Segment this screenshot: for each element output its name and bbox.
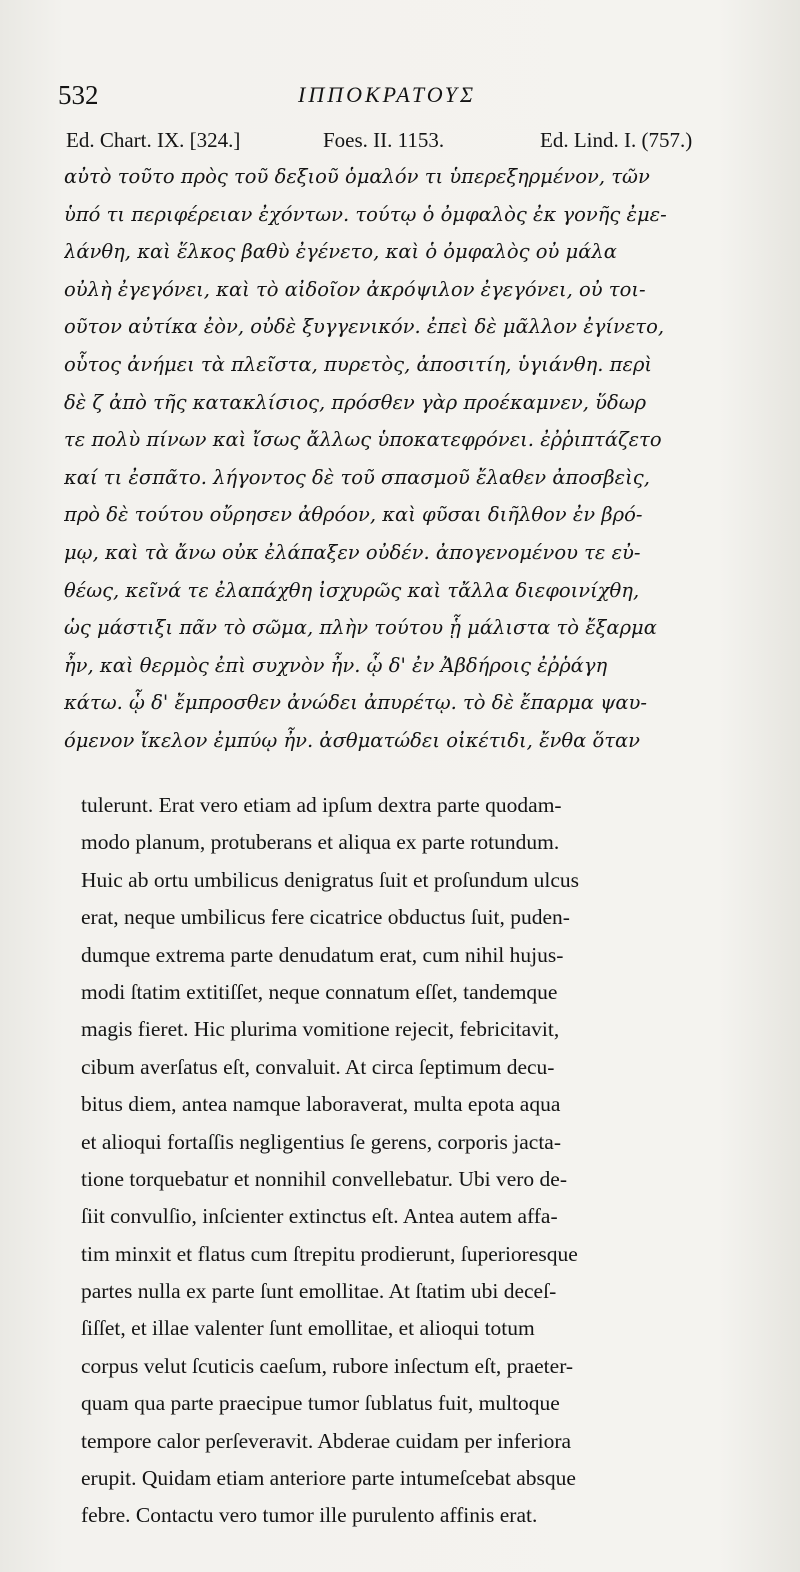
latin-text-line: ſiſſet, et illae valenter ſunt emollitae, et alioqui totum <box>81 1316 535 1341</box>
edition-references <box>66 128 772 156</box>
greek-text-line: καί τι ἐσπᾶτο. λήγοντος δὲ τοῦ σπασμοῦ ἔλαθεν ἀποσβεὶς, <box>64 465 650 489</box>
greek-text-line: αὐτὸ τοῦτο πρὸς τοῦ δεξιοῦ ὁμαλόν τι ὑπερεξηρμένον, τῶν <box>64 165 650 188</box>
latin-text-line: tione torquebatur et nonnihil convellebatur. Ubi vero de- <box>81 1166 567 1191</box>
greek-text-line: δὲ ζ ἀπὸ τῆς κατακλίσιος, πρόσθεν γὰρ προέκαμνεν, ὕδωρ <box>64 390 647 414</box>
latin-text-line: Huic ab ortu umbilicus denigratus ſuit et proſundum ulcus <box>81 867 580 892</box>
page-header <box>58 80 758 120</box>
latin-text-line: tempore calor perſeveravit. Abderae cuidam per inferiora <box>81 1428 572 1453</box>
latin-text-line: tulerunt. Erat vero etiam ad ipſum dextra parte quodam- <box>81 793 562 817</box>
greek-text-line: οῦτον αὐτίκα ἐὸν, οὐδὲ ξυγγενικόν. ἐπεὶ δὲ μᾶλλον ἐγίνετο, <box>64 315 665 339</box>
greek-text-line: οὐλὴ ἐγεγόνει, καὶ τὸ αἰδοῖον ἀκρόψιλον ἐγεγόνει, οὐ τοι- <box>64 277 646 301</box>
greek-text-line: ὡς μάστιξι πᾶν τὸ σῶμα, πλὴν τούτου ᾗ μάλιστα τὸ ἔξαρμα <box>64 616 657 640</box>
latin-text-line: erupit. Quidam etiam anteriore parte intumeſcebat absque <box>81 1466 576 1491</box>
latin-text-line: dumque extrema parte denudatum erat, cum nihil hujus- <box>81 942 564 967</box>
greek-text-line: ἦν, καὶ θερμὸς ἐπὶ συχνὸν ἦν. ᾧ δ' ἐν Ἀβδήροις ἐῤῥάγη <box>64 653 608 677</box>
latin-text-line: et alioqui fortaſſis negligentius ſe gerens, corporis jacta- <box>81 1129 562 1154</box>
greek-text-line: κάτω. ᾧ δ' ἔμπροσθεν ἀνώδει ἀπυρέτῳ. τὸ δὲ ἔπαρμα ψαυ- <box>64 691 647 715</box>
greek-text-line: πρὸ δὲ τούτου οὔρησεν ἀθρόον, καὶ φῦσαι διῆλθον ἐν βρό- <box>64 503 643 527</box>
latin-text-line: bitus diem, antea namque laboraverat, multa epota aqua <box>81 1092 561 1117</box>
chartier-reference: Ed. Chart. IX. [324.] <box>66 128 241 152</box>
greek-text-line: λάνθη, καὶ ἕλκος βαθὺ ἐγένετο, καὶ ὁ ὀμφαλὸς οὐ μάλα <box>64 240 617 264</box>
foes-reference: Foes. II. 1153. <box>323 128 445 152</box>
latin-text-line: modo planum, protuberans et aliqua ex parte rotundum. <box>81 830 560 855</box>
greek-text-line: θέως, κεῖνά τε ἐλαπάχθη ἰσχυρῶς καὶ τἄλλα διεφοινίχθη, <box>64 578 640 602</box>
running-title: ΙΠΠΟΚΡΑΤΟΥΣ <box>298 82 477 107</box>
lind-reference: Ed. Lind. I. (757.) <box>540 128 693 152</box>
latin-text-line: tim minxit et flatus cum ſtrepitu prodierunt, ſuperioresque <box>81 1241 578 1266</box>
greek-text-line: ὑπό τι περιφέρειαν ἐχόντων. τούτῳ ὁ ὀμφαλὸς ἐκ γονῆς ἐμε- <box>64 202 667 226</box>
greek-text-block <box>64 158 774 760</box>
latin-text-line: cibum averſatus eſt, convaluit. At circa ſeptimum decu- <box>81 1054 555 1079</box>
page-number: 532 <box>58 80 99 110</box>
latin-text-block <box>81 787 771 1535</box>
greek-text-line: τε πολὺ πίνων καὶ ἴσως ἄλλως ὑποκατεφρόνει. ἐῤῥιπτάζετο <box>64 428 662 452</box>
latin-text-line: erat, neque umbilicus fere cicatrice obductus ſuit, puden- <box>81 905 570 930</box>
greek-text-line: όμενον ἴκελον ἐμπύῳ ἦν. ἀσθματώδει οἰκέτιδι, ἔνθα ὅταν <box>64 728 641 752</box>
greek-text-line: μῳ, καὶ τὰ ἄνω οὐκ ἐλάπαξεν οὐδέν. ἀπογενομένου τε εὐ- <box>64 540 641 564</box>
latin-text-line: partes nulla ex parte ſunt emollitae. At ſtatim ubi deceſ- <box>81 1279 557 1304</box>
latin-text-line: quam qua parte praecipue tumor ſublatus fuit, multoque <box>81 1391 560 1416</box>
latin-text-line: corpus velut ſcuticis caeſum, rubore inſectum eſt, praeter- <box>81 1353 574 1378</box>
latin-text-line: modi ſtatim extitiſſet, neque connatum eſſet, tandemque <box>81 979 558 1004</box>
latin-text-line: ſiit convulſio, inſcienter extinctus eſt. Antea autem affa- <box>81 1204 558 1229</box>
latin-text-line: febre. Contactu vero tumor ille purulento affinis erat. <box>81 1503 538 1528</box>
greek-text-line: οὗτος ἀνήμει τὰ πλεῖστα, πυρετὸς, ἀποσιτίη, ὑγιάνθη. περὶ <box>64 352 653 376</box>
latin-text-line: magis fieret. Hic plurima vomitione rejecit, febricitavit, <box>81 1017 560 1042</box>
